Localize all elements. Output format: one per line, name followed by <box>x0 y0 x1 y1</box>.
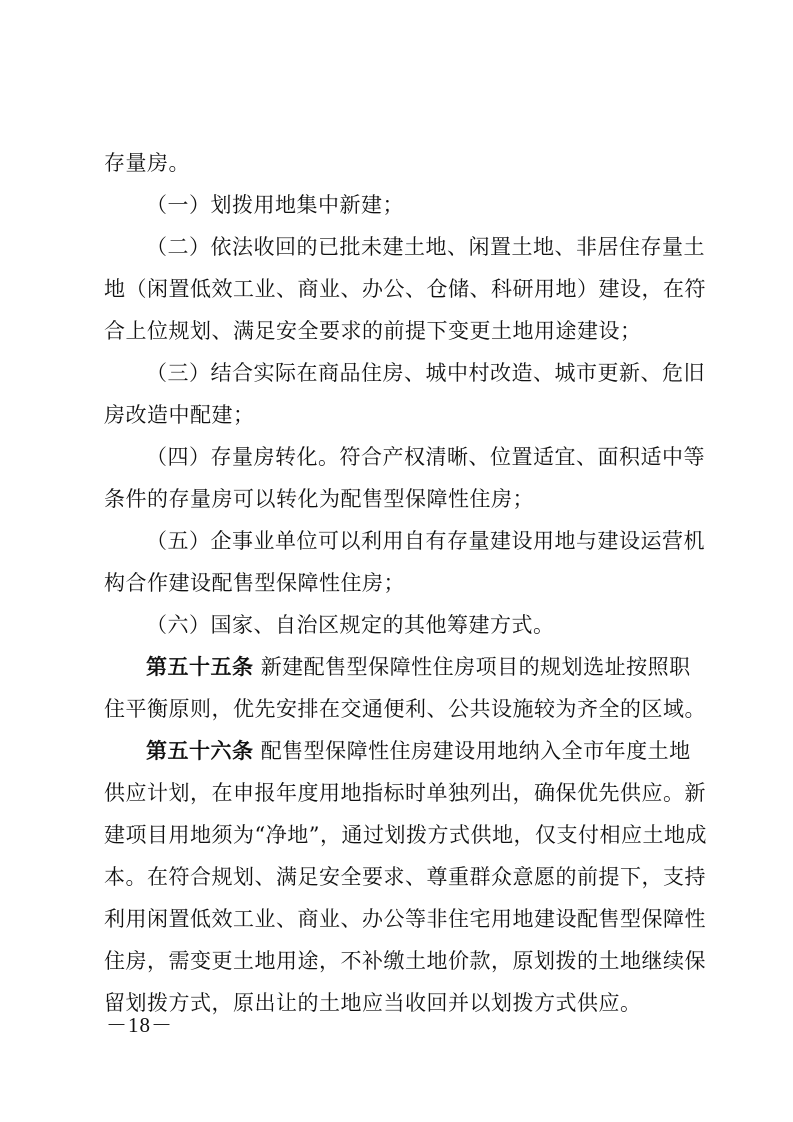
paragraph-line: 条件的存量房可以转化为配售型保障性住房； <box>104 487 534 511</box>
paragraph-line: 供应计划，在申报年度用地指标时单独列出，确保优先供应。新 <box>104 781 706 805</box>
list-item-3: （三）结合实际在商品住房、城中村改造、城市更新、危旧 <box>146 361 705 385</box>
list-item-4: （四）存量房转化。符合产权清晰、位置适宜、面积适中等 <box>146 445 705 469</box>
article-55-heading: 第五十五条 <box>146 654 254 679</box>
list-item-6: （六）国家、自治区规定的其他筹建方式。 <box>146 613 555 637</box>
list-item-5: （五）企事业单位可以利用自有存量建设用地与建设运营机 <box>146 529 705 553</box>
list-item-2: （二）依法收回的已批未建土地、闲置土地、非居住存量土 <box>146 235 705 259</box>
paragraph-line: 合上位规划、满足安全要求的前提下变更土地用途建设； <box>104 319 642 343</box>
paragraph-line: 存量房。 <box>104 151 190 175</box>
paragraph-line: 住房，需变更土地用途，不补缴土地价款，原划拨的土地继续保 <box>104 949 706 973</box>
paragraph-line: 留划拨方式，原出让的土地应当收回并以划拨方式供应。 <box>104 991 642 1015</box>
paragraph-line: 住平衡原则，优先安排在交通便利、公共设施较为齐全的区域。 <box>104 697 706 721</box>
article-55-first-line <box>146 654 696 680</box>
article-55-text: 新建配售型保障性住房项目的规划选址按照职 <box>260 655 691 679</box>
article-56-first-line <box>146 738 696 764</box>
paragraph-line: 本。在符合规划、满足安全要求、尊重群众意愿的前提下，支持 <box>104 865 706 889</box>
list-item-1: （一）划拨用地集中新建； <box>146 193 404 217</box>
paragraph-line: 地（闲置低效工业、商业、办公、仓储、科研用地）建设，在符 <box>104 277 706 301</box>
paragraph-line: 建项目用地须为“净地”，通过划拨方式供地，仅支付相应土地成 <box>104 823 707 847</box>
article-56-heading: 第五十六条 <box>146 738 254 763</box>
paragraph-line: 房改造中配建； <box>104 403 255 427</box>
page-number: －18－ <box>106 1013 173 1037</box>
paragraph-line: 构合作建设配售型保障性住房； <box>104 571 405 595</box>
paragraph-line: 利用闲置低效工业、商业、办公等非住宅用地建设配售型保障性 <box>104 907 706 931</box>
article-56-text: 配售型保障性住房建设用地纳入全市年度土地 <box>260 739 691 763</box>
